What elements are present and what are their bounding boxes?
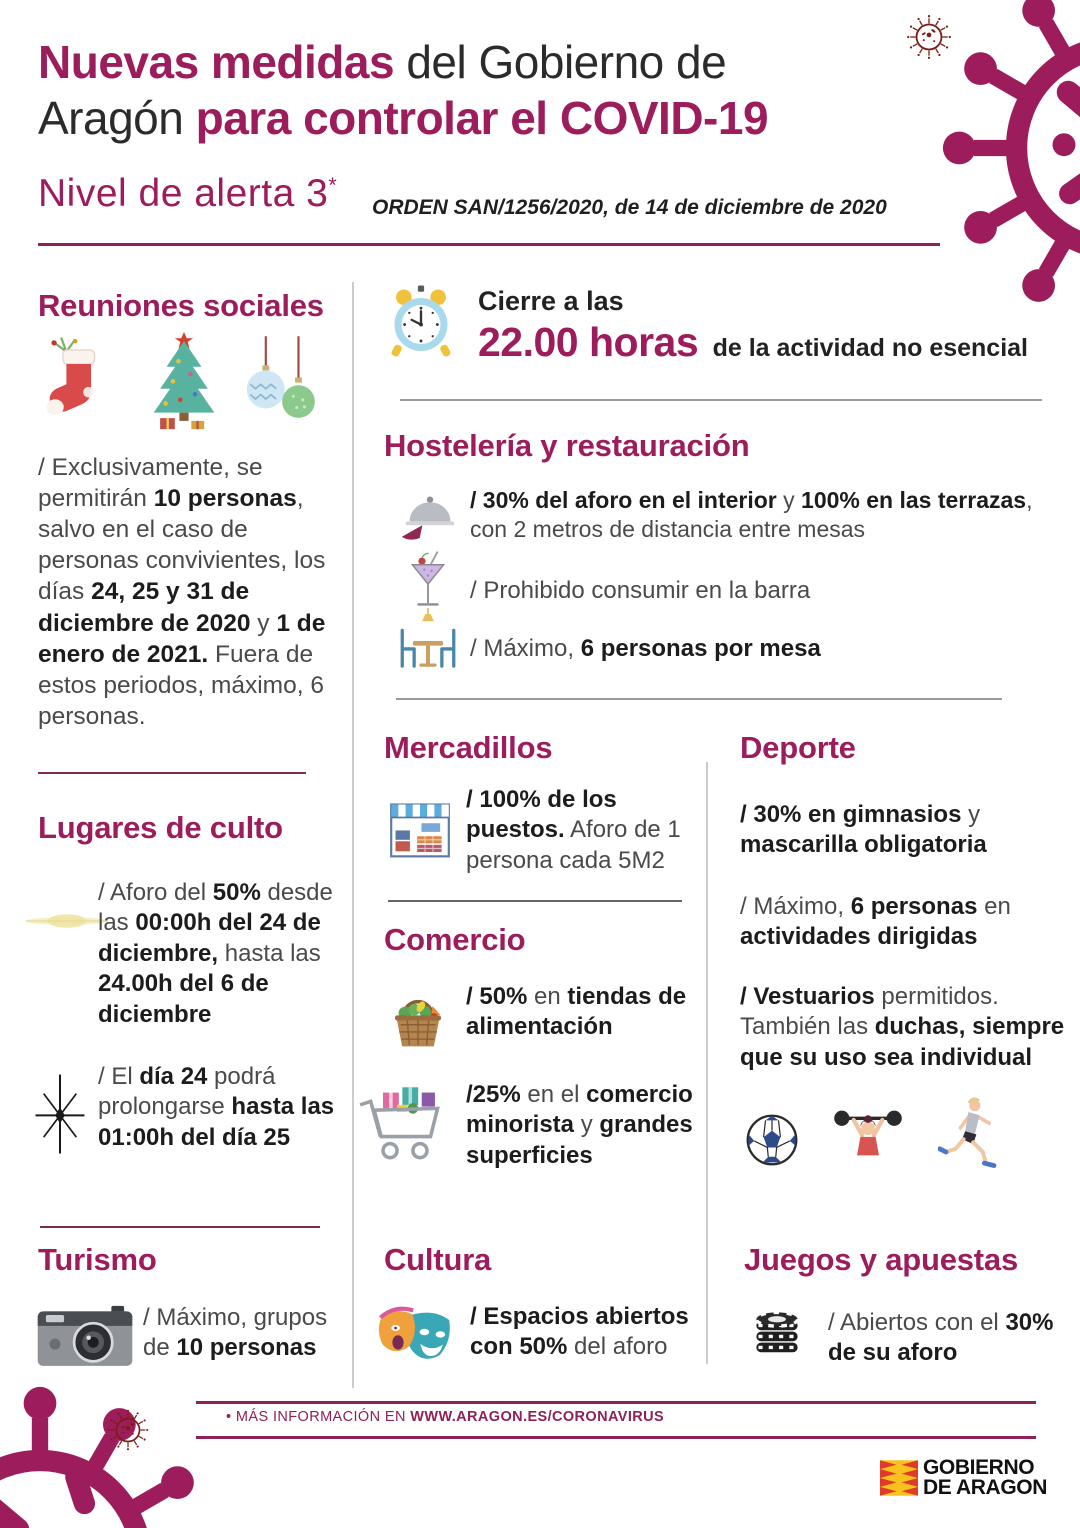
culto-item: / Aforo del 50% desde las 00:00h del 24 de diciembre, hasta las 24.00h del 6 de diciembre — [98, 879, 333, 1028]
virus-icon — [938, 0, 1080, 328]
column-divider — [352, 282, 354, 1388]
gov-logo-text — [923, 1458, 1047, 1498]
closure-rest: de la actividad no esencial — [712, 334, 1028, 362]
section-divider — [396, 698, 1002, 700]
footer-divider — [196, 1401, 1036, 1404]
aragon-flag-icon — [880, 1460, 918, 1496]
section-divider — [40, 1226, 320, 1228]
camera-icon — [35, 1300, 135, 1370]
shopping-cart-icon — [356, 1082, 454, 1170]
deporte-item: / Vestuarios permitidos. También las duchas, siempre que su uso sea individual — [740, 983, 1065, 1071]
poker-chips-icon — [746, 1300, 808, 1366]
cocktail-icon — [404, 546, 452, 616]
juegos-item: / Abiertos con el 30% de su aforo — [828, 1309, 1054, 1367]
reuniones-body: / Exclusivamente, se permitirán 10 personas, salvo en el caso de personas convivientes, los días 24, 25 y 31 de diciembre de 2020 y 1 de enero de 2021. Fuera de estos periodos, máximo, 6 personas. — [38, 454, 326, 730]
header-divider — [38, 243, 940, 246]
star-icon — [26, 1068, 94, 1160]
deporte-item: / Máximo, 6 personas en actividades dirigidas — [740, 893, 1011, 951]
virus-outline-icon — [903, 11, 955, 63]
footer-divider — [196, 1436, 1036, 1439]
closure-time: 22.00 horas — [478, 319, 699, 365]
alarm-clock-icon — [382, 282, 460, 364]
cultura-item: / Espacios abiertos con 50% del aforo — [470, 1303, 689, 1361]
section-title-hosteleria: Hostelería y restauración — [384, 428, 750, 463]
ornaments-icon — [240, 336, 326, 431]
gobierno-aragon-logo — [880, 1458, 1047, 1498]
section-divider — [38, 772, 306, 774]
hosteleria-item: / Prohibido consumir en la barra — [470, 577, 811, 604]
theater-masks-icon — [374, 1294, 462, 1370]
section-title-comercio: Comercio — [384, 922, 526, 957]
alert-level-text: Nivel de alerta 3 — [38, 172, 329, 215]
running-icon — [938, 1092, 1002, 1176]
footer-info-prefix: MÁS INFORMACIÓN EN — [235, 1409, 411, 1425]
alert-asterisk: * — [328, 173, 338, 197]
gov-logo-line1: GOBIERNO — [923, 1456, 1035, 1479]
christmas-icons-row — [40, 330, 326, 431]
virus-outline-icon — [104, 1406, 152, 1454]
christmas-tree-icon — [138, 330, 230, 431]
comercio-item: / 50% en tiendas de alimentación — [466, 983, 687, 1041]
order-reference: ORDEN SAN/1256/2020, de 14 de diciembre de 2020 — [372, 196, 887, 219]
christmas-stocking-icon — [40, 334, 128, 431]
hosteleria-item: / 30% del aforo en el interior y 100% en las terrazas, con 2 metros de distancia entre mesas — [470, 487, 1033, 543]
culto-item: / El día 24 podrá prolongarse hasta las 01:00h del día 25 — [98, 1063, 335, 1151]
closure-block — [478, 286, 1053, 366]
table-chairs-icon — [390, 608, 466, 674]
weightlifting-icon — [830, 1098, 906, 1174]
turismo-item: / Máximo, grupos de 10 personas — [143, 1304, 328, 1362]
closure-line2 — [478, 319, 1053, 366]
section-title-mercadillos: Mercadillos — [384, 730, 553, 765]
market-stall-icon — [384, 793, 456, 865]
section-title-juegos: Juegos y apuestas — [744, 1242, 1018, 1277]
mercadillos-item: / 100% de los puestos. Aforo de 1 persona cada 5M2 — [466, 786, 681, 874]
footer-info — [226, 1409, 664, 1425]
deporte-item: / 30% en gimnasios y mascarilla obligatoria — [740, 801, 987, 859]
serving-dish-icon — [398, 488, 462, 542]
bullet-icon: • — [226, 1409, 232, 1425]
section-title-turismo: Turismo — [38, 1242, 157, 1277]
section-divider — [388, 900, 682, 902]
hosteleria-item: / Máximo, 6 personas por mesa — [470, 635, 821, 662]
comercio-item: /25% en el comercio minorista y grandes superficies — [466, 1081, 693, 1169]
page-title: Nuevas medidas del Gobierno de Aragón para controlar el COVID-19 — [38, 36, 769, 145]
soccer-ball-icon — [744, 1112, 800, 1168]
section-title-reuniones: Reuniones sociales — [38, 288, 324, 323]
footer-info-url: WWW.ARAGON.ES/CORONAVIRUS — [410, 1409, 665, 1425]
section-title-culto: Lugares de culto — [38, 810, 283, 845]
gov-logo-line2: DE ARAGON — [923, 1475, 1047, 1499]
section-divider — [400, 399, 1042, 401]
alert-level — [38, 172, 337, 216]
section-title-deporte: Deporte — [740, 730, 856, 765]
section-title-cultura: Cultura — [384, 1242, 492, 1277]
virus-icon — [0, 1382, 220, 1528]
food-basket-icon — [380, 983, 456, 1055]
closure-line1: Cierre a las — [478, 286, 624, 316]
